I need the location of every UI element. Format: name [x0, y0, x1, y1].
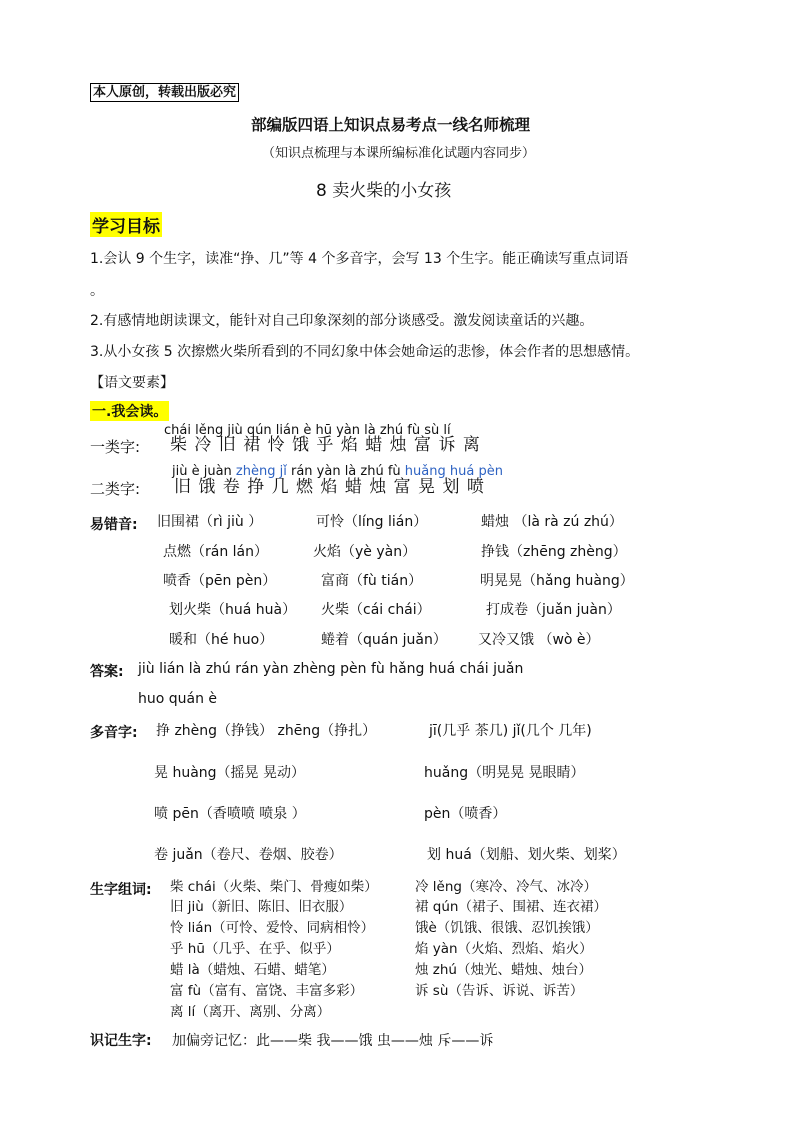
- polyphone-label: 多音字:: [90, 725, 138, 741]
- document-title: 部编版四语上知识点易考点一线名师梳理: [251, 116, 531, 134]
- polyphone-item: jī(几乎 茶几) jǐ(几个 几年): [429, 723, 592, 739]
- class1-label: 一类字:: [90, 438, 141, 456]
- confusable-item: 暖和（hé huo）: [169, 632, 274, 648]
- confusable-item: 点燃（rán lán）: [163, 544, 268, 560]
- confusable-item: 火柴（cái chái）: [321, 602, 431, 618]
- class2-pinyin-part3: rán yàn là zhú fù: [286, 464, 405, 479]
- memory-label: 识记生字:: [90, 1033, 152, 1049]
- confusable-item: 明晃晃（hǎng huàng）: [480, 573, 634, 589]
- vocab-item: 诉 sù（告诉、诉说、诉苦）: [415, 983, 584, 999]
- vocab-item: 富 fù（富有、富饶、丰富多彩）: [170, 983, 364, 999]
- class1-pinyin: chái lěng jiù qún lián è hū yàn là zhú fù sù lí: [164, 423, 451, 438]
- goal-1: 1.会认 9 个生字，读准“挣、几”等 4 个多音字，会写 13 个生字。能正确读写重点词语: [90, 251, 629, 267]
- answer-label: 答案:: [90, 664, 124, 680]
- goal-1-cont: 。: [90, 283, 104, 299]
- vocab-item: 烛 zhú（烛光、蜡烛、烛台）: [415, 962, 592, 978]
- polyphone-item: 划 huá（划船、划火柴、划桨）: [427, 847, 626, 863]
- confusable-item: 火焰（yè yàn）: [313, 544, 417, 560]
- confusable-label: 易错音:: [90, 517, 138, 533]
- document-subtitle: （知识点梳理与本课所编标准化试题内容同步）: [262, 146, 536, 161]
- class1-chars: 柴 冷 旧 裙 怜 饿 乎 焰 蜡 烛 富 诉 离: [170, 435, 481, 455]
- confusable-item: 蜷着（quán juǎn）: [321, 632, 447, 648]
- class2-chars: 旧 饿 卷 挣 几 燃 焰 蜡 烛 富 晃 划 喷: [174, 477, 485, 497]
- section-heading-goals: 学习目标: [90, 212, 162, 237]
- confusable-item: 又冷又饿 （wò è）: [478, 632, 600, 648]
- answer-line-2: huo quán è: [138, 691, 218, 707]
- polyphone-item: 晃 huàng（摇晃 晃动）: [154, 765, 305, 781]
- answer-line-1: jiù lián là zhú rán yàn zhèng pèn fù hǎng huá chái juǎn: [138, 661, 524, 677]
- confusable-item: 富商（fù tián）: [321, 573, 423, 589]
- section-heading-read: 一.我会读。: [90, 401, 169, 421]
- vocab-label: 生字组词:: [90, 882, 152, 898]
- class2-pinyin-part2: zhèng jǐ: [235, 464, 287, 479]
- memory-text: 加偏旁记忆：此——柴 我——饿 虫——烛 斥——诉: [172, 1033, 494, 1049]
- vocab-item: 乎 hū（几乎、在乎、似乎）: [170, 941, 340, 957]
- vocab-item: 饿è（饥饿、很饿、忍饥挨饿）: [415, 920, 599, 936]
- class2-pinyin-part1: jiù è juàn: [172, 464, 236, 479]
- goal-2: 2.有感情地朗读课文，能针对自己印象深刻的部分谈感受。激发阅读童话的兴趣。: [90, 313, 594, 329]
- class2-label: 二类字:: [90, 480, 141, 498]
- vocab-item: 裙 qún（裙子、围裙、连衣裙）: [415, 899, 607, 915]
- polyphone-item: huǎng（明晃晃 晃眼睛）: [424, 765, 585, 781]
- vocab-item: 旧 jiù（新旧、陈旧、旧衣服）: [170, 899, 353, 915]
- vocab-item: 柴 chái（火柴、柴门、骨瘦如柴）: [170, 879, 378, 895]
- yuwen-label: 【语文要素】: [90, 375, 174, 391]
- confusable-item: 喷香（pēn pèn）: [163, 573, 277, 589]
- polyphone-item: 喷 pēn（香喷喷 喷泉 ）: [154, 806, 306, 822]
- vocab-item: 焰 yàn（火焰、烈焰、焰火）: [415, 941, 593, 957]
- polyphone-item: 挣 zhèng（挣钱） zhēng（挣扎）: [156, 723, 377, 739]
- vocab-item: 蜡 là（蜡烛、石蜡、蜡笔）: [170, 962, 335, 978]
- confusable-item: 蜡烛 （là rà zú zhú）: [481, 514, 623, 530]
- vocab-item: 离 lí（离开、离别、分离）: [170, 1004, 331, 1020]
- copyright-note: 本人原创，转载出版必究: [90, 83, 239, 102]
- vocab-item: 冷 lěng（寒冷、冷气、冰冷）: [415, 879, 597, 895]
- confusable-item: 划火柴（huá huà）: [169, 602, 297, 618]
- lesson-title: 8 卖火柴的小女孩: [316, 181, 452, 201]
- vocab-item: 怜 lián（可怜、爱怜、同病相怜）: [170, 920, 375, 936]
- confusable-item: 可怜（líng lián）: [316, 514, 428, 530]
- polyphone-item: pèn（喷香）: [424, 806, 507, 822]
- confusable-item: 打成卷（juǎn juàn）: [486, 602, 621, 618]
- confusable-item: 旧围裙（rì jiù ）: [157, 514, 263, 530]
- goal-3: 3.从小女孩 5 次擦燃火柴所看到的不同幻象中体会她命运的悲惨，体会作者的思想感情。: [90, 344, 640, 360]
- class2-pinyin-part4: huǎng huá pèn: [404, 464, 503, 479]
- polyphone-item: 卷 juǎn（卷尺、卷烟、胶卷）: [154, 847, 343, 863]
- confusable-item: 挣钱（zhēng zhèng）: [481, 544, 627, 560]
